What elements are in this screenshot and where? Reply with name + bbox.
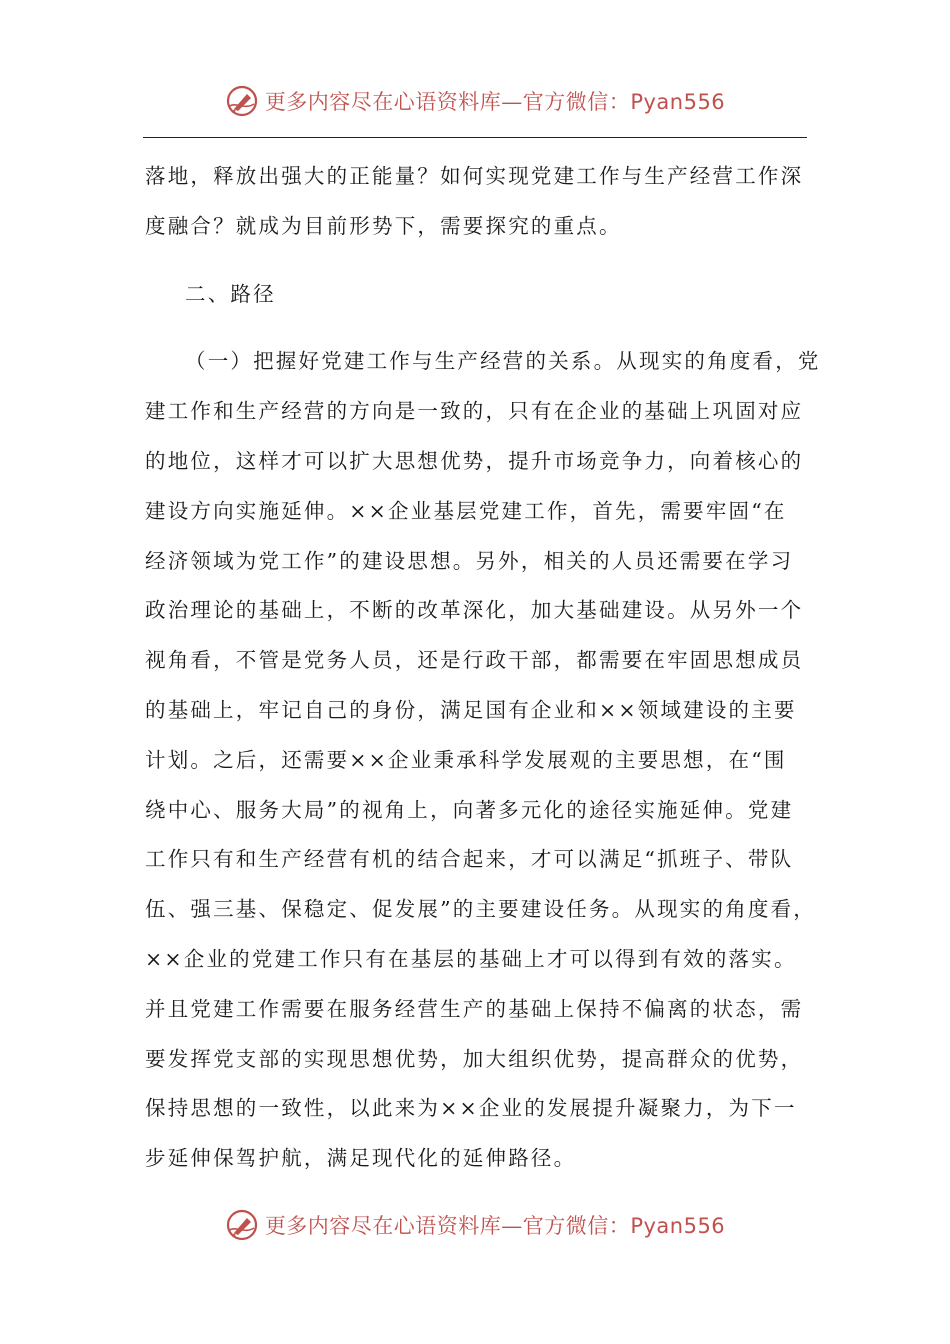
footer-banner bbox=[0, 1208, 950, 1242]
header-divider bbox=[143, 137, 807, 138]
section-heading: 二、路径 bbox=[185, 281, 276, 306]
text-line: 落地，释放出强大的正能量？如何实现党建工作与生产经营工作深 bbox=[145, 164, 804, 188]
text-line: 绕中心、服务大局”的视角上，向著多元化的途径实施延伸。党建 bbox=[145, 797, 794, 822]
header-banner-text bbox=[265, 86, 725, 116]
text-line: 的地位，这样才可以扩大思想优势，提升市场竞争力，向着核心的 bbox=[145, 448, 804, 473]
header-banner bbox=[0, 84, 950, 118]
header-banner-cn: 更多内容尽在心语资料库—官方微信： bbox=[264, 90, 631, 114]
text-line: 并且党建工作需要在服务经营生产的基础上保持不偏离的状态，需 bbox=[145, 996, 804, 1021]
footer-banner-wechat-id: Pyan556 bbox=[630, 1214, 726, 1238]
text-line: 计划。之后，还需要××企业秉承科学发展观的主要思想，在“围 bbox=[145, 747, 787, 772]
text-line: ××企业的党建工作只有在基层的基础上才可以得到有效的落实。 bbox=[145, 946, 797, 971]
pen-nib-icon bbox=[225, 84, 259, 118]
pen-nib-icon bbox=[225, 1208, 259, 1242]
text-line: 保持思想的一致性，以此来为××企业的发展提升凝聚力，为下一 bbox=[145, 1096, 797, 1121]
text-line: 要发挥党支部的实现思想优势，加大组织优势，提高群众的优势， bbox=[145, 1046, 804, 1071]
document-body bbox=[145, 152, 821, 1184]
text-line: 视角看，不管是党务人员，还是行政干部，都需要在牢固思想成员 bbox=[145, 648, 804, 673]
text-line: 建设方向实施延伸。××企业基层党建工作，首先，需要牢固“在 bbox=[145, 498, 787, 523]
text-line: 步延伸保驾护航，满足现代化的延伸路径。 bbox=[145, 1146, 577, 1171]
header-banner-wechat-id: Pyan556 bbox=[630, 90, 726, 114]
text-line: 伍、强三基、保稳定、促发展”的主要建设任务。从现实的角度看， bbox=[145, 897, 816, 922]
text-line: （一）把握好党建工作与生产经营的关系。从现实的角度看，党 bbox=[185, 349, 821, 374]
text-line: 的基础上，牢记自己的身份，满足国有企业和××领域建设的主要 bbox=[145, 697, 797, 722]
footer-banner-text bbox=[265, 1210, 725, 1240]
text-line: 经济领域为党工作”的建设思想。另外，相关的人员还需要在学习 bbox=[145, 548, 794, 573]
text-line: 政治理论的基础上，不断的改革深化，加大基础建设。从另外一个 bbox=[145, 598, 804, 623]
footer-banner-cn: 更多内容尽在心语资料库—官方微信： bbox=[264, 1214, 631, 1238]
text-line: 建工作和生产经营的方向是一致的，只有在企业的基础上巩固对应 bbox=[145, 399, 804, 424]
text-line: 工作只有和生产经营有机的结合起来，才可以满足“抓班子、带队 bbox=[145, 847, 794, 872]
text-line: 度融合？就成为目前形势下，需要探究的重点。 bbox=[145, 213, 622, 238]
